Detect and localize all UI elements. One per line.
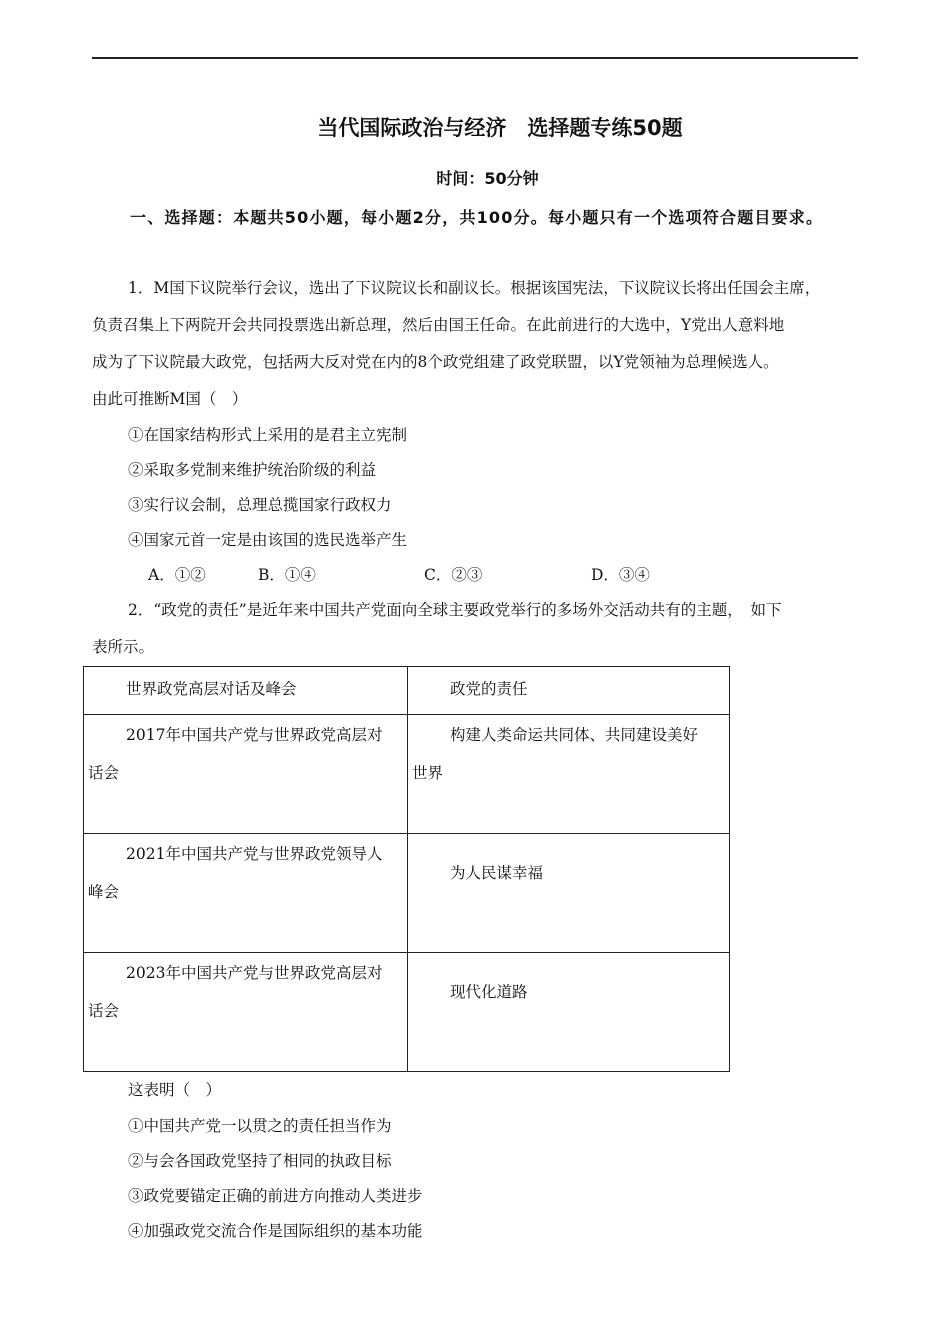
q2-statement: ①中国共产党一以贯之的责任担当作为 [128,1117,392,1135]
header-rule [92,57,858,59]
q1-statement: ③实行议会制，总理总揽国家行政权力 [128,496,392,514]
q2-statement: ④加强政党交流合作是国际组织的基本功能 [128,1222,423,1240]
table-row [84,834,730,953]
table-cell-responsibility: 构建人类命运共同体、共同建设美好 世界 [408,715,730,834]
table-header-row [84,667,730,715]
q2-stem-line: 表所示。 [92,638,155,656]
q2-stem-line: 2．“政党的责任”是近年来中国共产党面向全球主要政党举行的多场外交活动共有的主题， 如下 [128,601,782,619]
table-header-cell: 政党的责任 [408,667,730,715]
table-cell-event: 2023年中国共产党与世界政党高层对 话会 [84,953,408,1072]
q1-stem-line: 1．M国下议院举行会议，选出了下议院议长和副议长。根据该国宪法，下议院议长将出任国会主席， [128,279,821,297]
q2-statement: ②与会各国政党坚持了相同的执政目标 [128,1152,392,1170]
q1-stem-line: 负责召集上下两院开会共同投票选出新总理，然后由国王任命。在此前进行的大选中，Y党出人意料地 [92,316,785,334]
q1-option-d[interactable]: D．③④ [591,566,650,584]
table-row [84,715,730,834]
table-header-cell: 世界政党高层对话及峰会 [84,667,408,715]
page-title: 当代国际政治与经济 选择题专练50题 [317,116,683,140]
table-cell-event: 2017年中国共产党与世界政党高层对 话会 [84,715,408,834]
q1-option-c[interactable]: C．②③ [424,566,483,584]
q1-statement: ④国家元首一定是由该国的选民选举产生 [128,531,408,549]
table-cell-event: 2021年中国共产党与世界政党领导人 峰会 [84,834,408,953]
table-row [84,953,730,1072]
q1-stem-line: 由此可推断M国（ ） [92,390,248,408]
table-cell-responsibility: 为人民谋幸福 [408,834,730,953]
q1-statement: ①在国家结构形式上采用的是君主立宪制 [128,426,408,444]
section-instructions: 一、选择题：本题共50小题，每小题2分，共100分。每小题只有一个选项符合题目要求。 [130,208,824,227]
q1-statement: ②采取多党制来维护统治阶级的利益 [128,461,377,479]
q2-stem: 这表明（ ） [128,1081,222,1099]
q1-option-a[interactable]: A．①② [148,566,206,584]
q1-option-b[interactable]: B．①④ [258,566,316,584]
time-limit: 时间：50分钟 [436,169,539,188]
party-responsibility-table [83,666,730,1072]
q2-statement: ③政党要锚定正确的前进方向推动人类进步 [128,1187,423,1205]
table-cell-responsibility: 现代化道路 [408,953,730,1072]
q1-stem-line: 成为了下议院最大政党，包括两大反对党在内的8个政党组建了政党联盟，以Y党领袖为总理候选人。 [92,353,779,371]
